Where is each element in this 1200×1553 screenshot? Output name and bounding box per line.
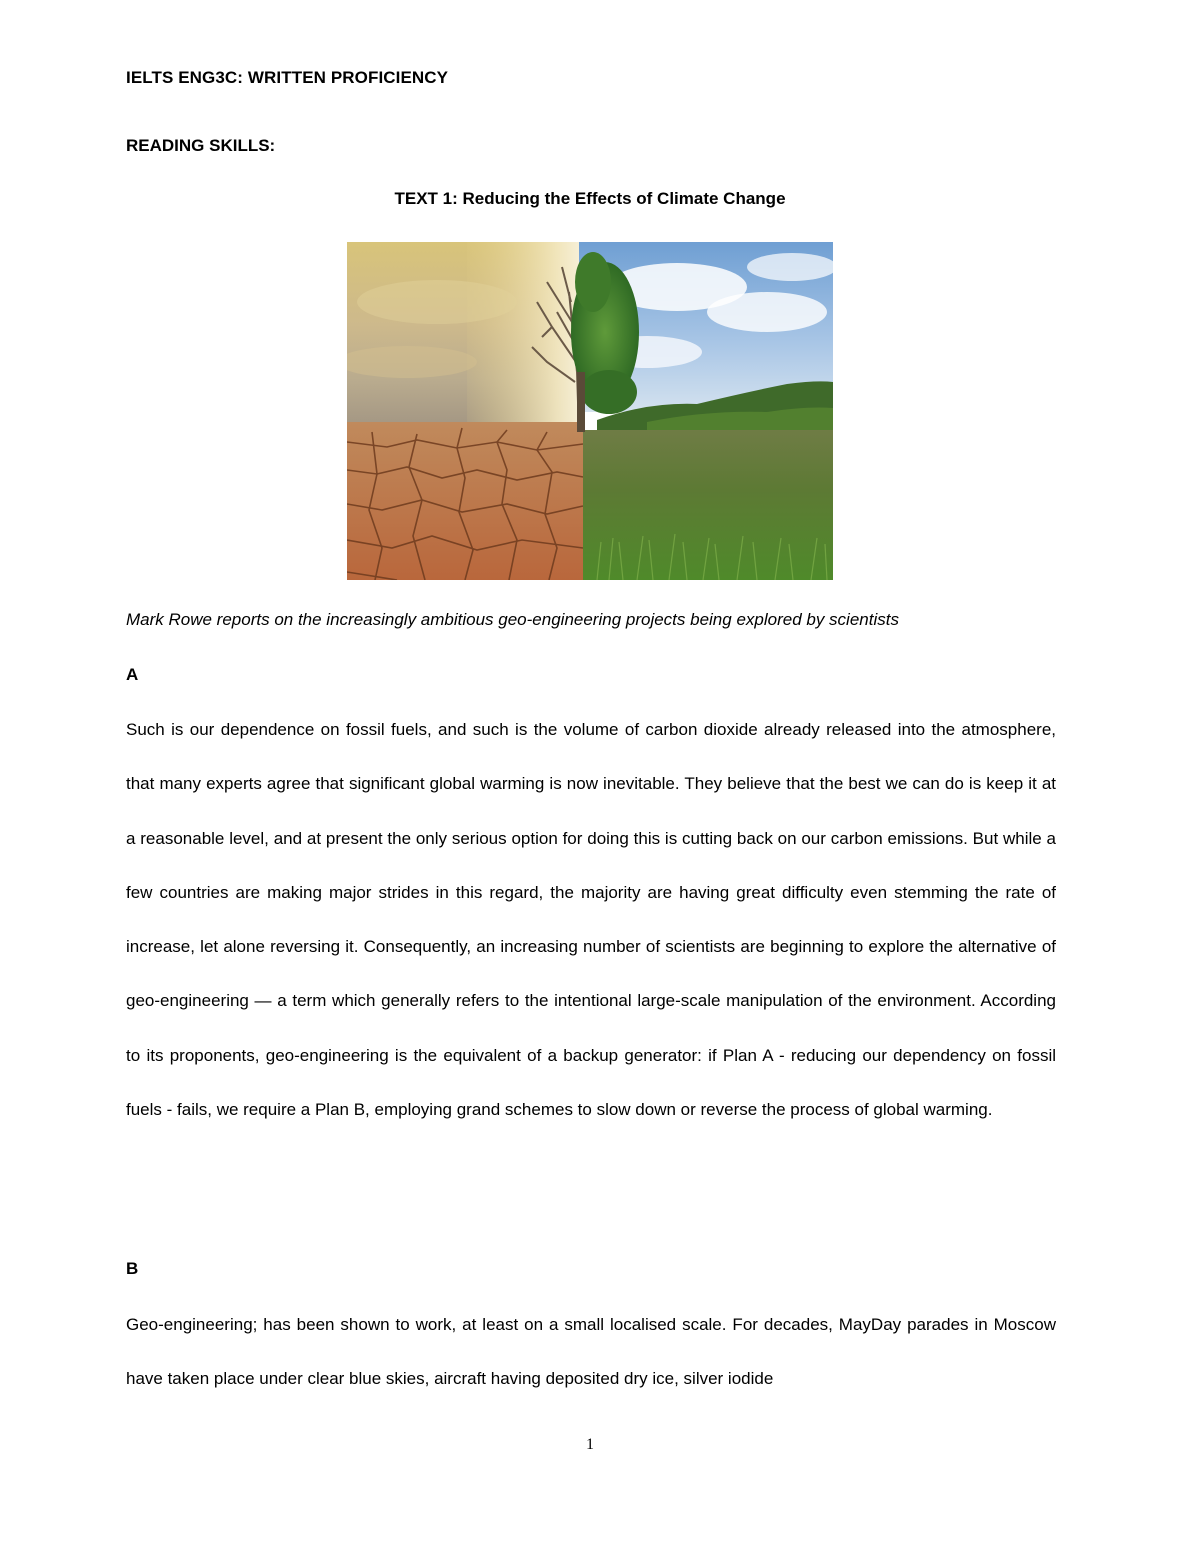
paragraph-letter-b: B	[126, 1259, 139, 1278]
paragraph-letter-a: A	[126, 665, 139, 684]
paragraph-a-text: Such is our dependence on fossil fuels, and such is the volume of carbon dioxide already released into the atmosphere, that many experts agree that significant global warming is now inevitable. They believe that the best we can do is keep it at a reasonable level, and at present the only serious option for doing this is cutting back on our carbon emissions. But while a few countries are making major strides in this regard, the majority are having great difficulty even stemming the rate of increase, let alone reversing it. Consequently, an increasing number of scientists are beginning to explore the alternative of geo-engineering — a term which generally refers to the intentional large-scale manipulation of the environment. According to its proponents, geo-engineering is the equivalent of a backup generator: if Plan A - reducing our dependency on fossil fuels - fails, we require a Plan B, employing grand schemes to slow down or reverse the process of global warming.	[126, 720, 1056, 1120]
page-number: 1	[586, 1436, 594, 1453]
climate-change-illustration	[347, 242, 833, 580]
article-byline: Mark Rowe reports on the increasingly ambitious geo-engineering projects being explored by scientists	[126, 610, 899, 629]
text-title: TEXT 1: Reducing the Effects of Climate Change	[394, 189, 786, 208]
paragraph-b-text: Geo-engineering; has been shown to work, at least on a small localised scale. For decades, MayDay parades in Moscow have taken place under clear blue skies, aircraft having deposited dry ice, silver iodide	[126, 1315, 1056, 1389]
section-label: READING SKILLS:	[126, 136, 276, 155]
document-header-title: IELTS ENG3C: WRITTEN PROFICIENCY	[126, 68, 449, 87]
